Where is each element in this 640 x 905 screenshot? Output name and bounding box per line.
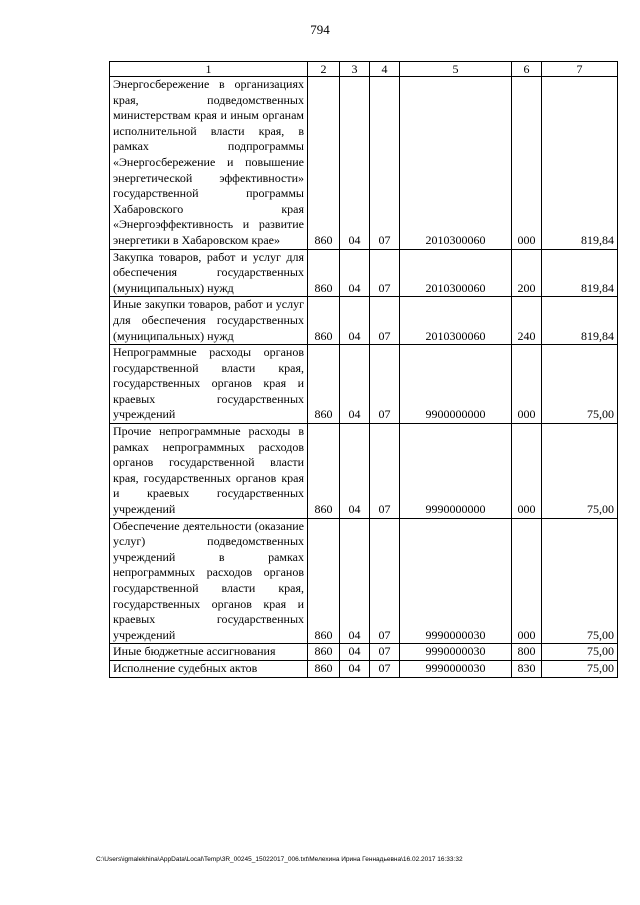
budget-table [109, 61, 618, 678]
table-row [110, 644, 618, 661]
table-row [110, 249, 618, 297]
row-code-5: 2010300060 [400, 249, 512, 297]
row-code-5: 9990000030 [400, 644, 512, 661]
row-code-5: 2010300060 [400, 77, 512, 250]
row-name: Иные закупки товаров, работ и услуг для обеспечения государственных (муниципальных) нужд [110, 297, 308, 345]
row-code-3: 04 [340, 518, 370, 644]
page-number: 794 [310, 22, 330, 37]
header-row [110, 62, 618, 77]
row-code-4: 07 [370, 77, 400, 250]
table-row [110, 77, 618, 250]
row-name: Иные бюджетные ассигнования [110, 644, 308, 661]
row-code-6: 000 [512, 345, 542, 424]
row-code-5: 2010300060 [400, 297, 512, 345]
column-header-4: 4 [370, 62, 400, 77]
table-row [110, 660, 618, 677]
row-code-3: 04 [340, 644, 370, 661]
row-code-3: 04 [340, 660, 370, 677]
row-amount: 75,00 [542, 345, 618, 424]
row-code-4: 07 [370, 424, 400, 519]
row-name: Энергосбережение в организациях края, подведомственных министерствам края и иным органам исполнительной власти края, в рамках подпрограммы «Энергосбережение и повышение энергетической эффективности» государственной программы Хабаровского края «Энергоэффективность и развитие энергетики в Хабаровском крае» [110, 77, 308, 250]
row-code-6: 000 [512, 518, 542, 644]
row-code-3: 04 [340, 249, 370, 297]
row-code-3: 04 [340, 345, 370, 424]
row-code-2: 860 [308, 297, 340, 345]
row-code-5: 9990000030 [400, 518, 512, 644]
row-amount: 75,00 [542, 424, 618, 519]
row-code-3: 04 [340, 424, 370, 519]
column-header-3: 3 [340, 62, 370, 77]
row-code-4: 07 [370, 249, 400, 297]
row-name: Непрограммные расходы органов государственной власти края, государственных органов края и краевых государственных учреждений [110, 345, 308, 424]
table-row [110, 345, 618, 424]
row-code-3: 04 [340, 297, 370, 345]
row-code-2: 860 [308, 518, 340, 644]
row-amount: 819,84 [542, 297, 618, 345]
table-row [110, 297, 618, 345]
table-row [110, 518, 618, 644]
row-name: Обеспечение деятельности (оказание услуг) подведомственных учреждений в рамках непрограммных расходов органов государственной власти края, государственных органов края и краевых государственных учреждений [110, 518, 308, 644]
row-code-6: 000 [512, 77, 542, 250]
column-header-7: 7 [542, 62, 618, 77]
row-code-2: 860 [308, 345, 340, 424]
column-header-6: 6 [512, 62, 542, 77]
row-code-4: 07 [370, 297, 400, 345]
row-name: Прочие непрограммные расходы в рамках непрограммных расходов органов государственной власти края, государственных органов края и краевых государственных учреждений [110, 424, 308, 519]
row-code-4: 07 [370, 345, 400, 424]
row-code-2: 860 [308, 424, 340, 519]
table-row [110, 424, 618, 519]
row-code-6: 830 [512, 660, 542, 677]
row-amount: 75,00 [542, 644, 618, 661]
row-amount: 75,00 [542, 660, 618, 677]
row-code-3: 04 [340, 77, 370, 250]
row-code-2: 860 [308, 249, 340, 297]
row-code-6: 240 [512, 297, 542, 345]
row-code-2: 860 [308, 77, 340, 250]
column-header-2: 2 [308, 62, 340, 77]
column-header-5: 5 [400, 62, 512, 77]
row-amount: 75,00 [542, 518, 618, 644]
row-code-4: 07 [370, 518, 400, 644]
column-header-1: 1 [110, 62, 308, 77]
row-code-4: 07 [370, 644, 400, 661]
row-amount: 819,84 [542, 77, 618, 250]
row-code-2: 860 [308, 644, 340, 661]
footer-file-path: C:\Users\igmalekhina\AppData\Local\Temp\3R_00245_15022017_006.txt\Мелехина Ирина Геннадьевна\16.02.2017 16:33:32 [96, 856, 463, 863]
row-code-5: 9990000030 [400, 660, 512, 677]
row-code-6: 800 [512, 644, 542, 661]
row-name: Закупка товаров, работ и услуг для обеспечения государственных (муниципальных) нужд [110, 249, 308, 297]
row-code-5: 9990000000 [400, 424, 512, 519]
row-name: Исполнение судебных актов [110, 660, 308, 677]
row-code-5: 9900000000 [400, 345, 512, 424]
row-code-4: 07 [370, 660, 400, 677]
row-code-2: 860 [308, 660, 340, 677]
row-code-6: 200 [512, 249, 542, 297]
row-code-6: 000 [512, 424, 542, 519]
row-amount: 819,84 [542, 249, 618, 297]
